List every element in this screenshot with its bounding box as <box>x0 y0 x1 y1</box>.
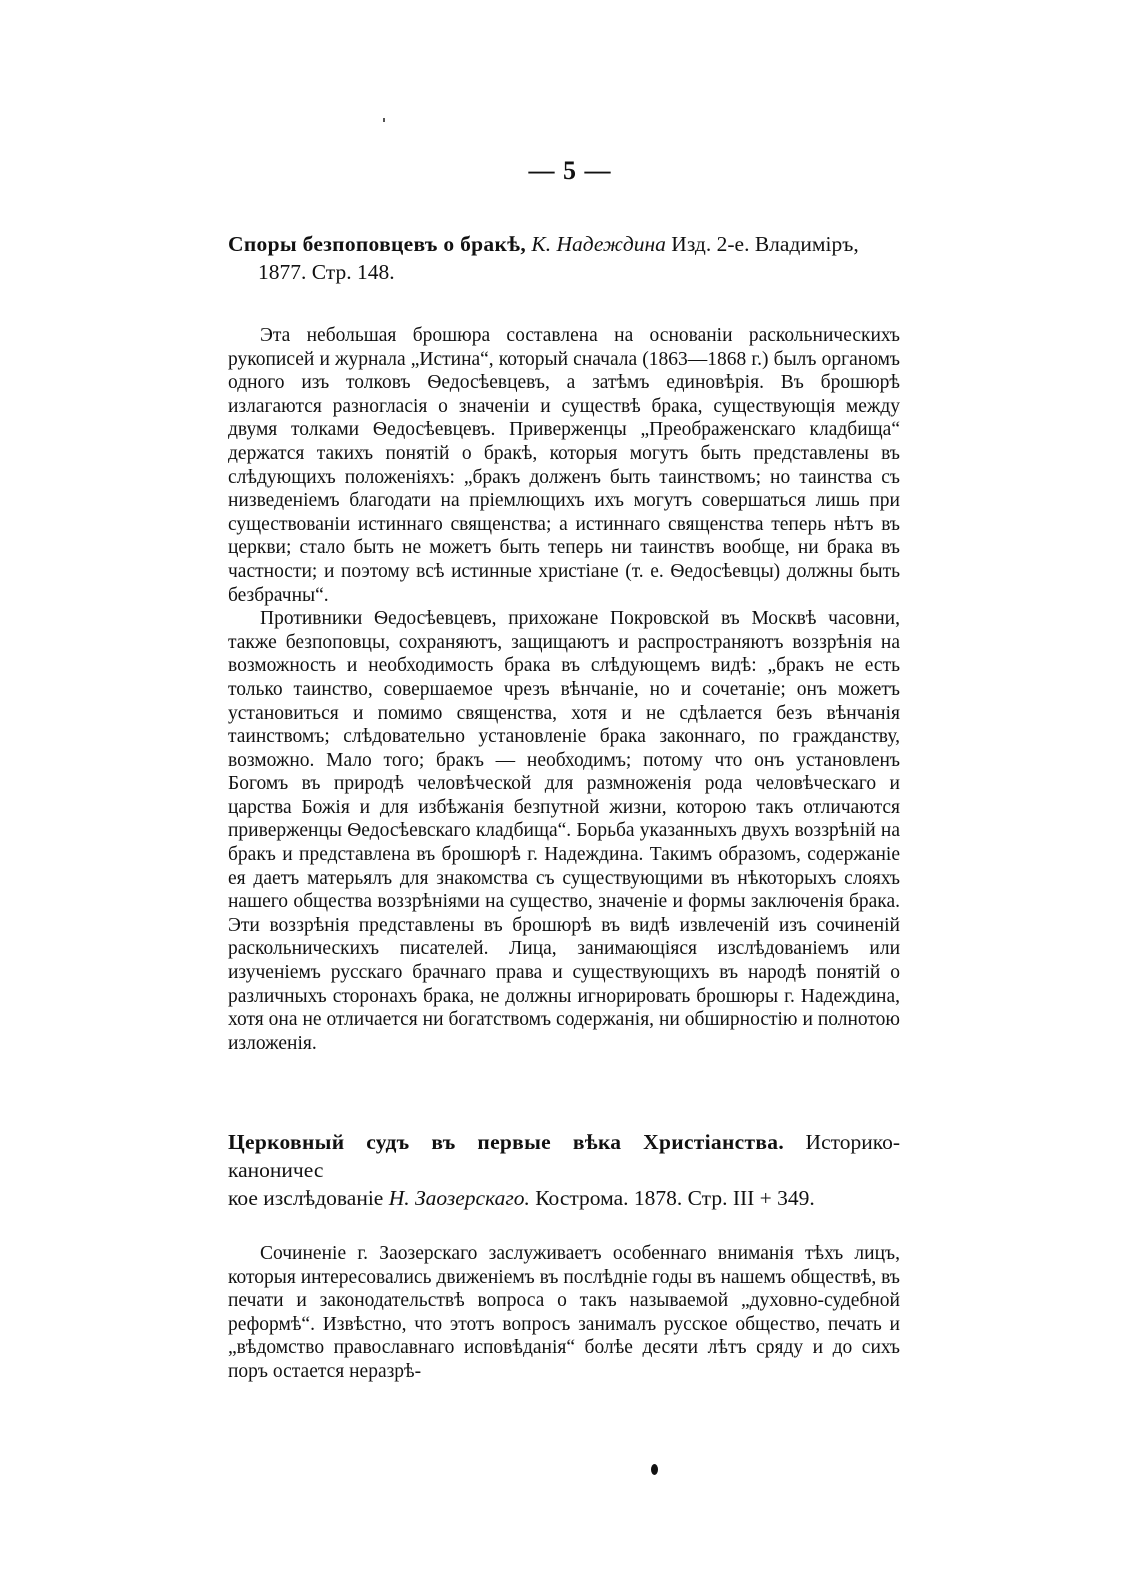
entry-body <box>228 1242 900 1384</box>
entry-details: Историко-каноничес <box>228 1130 900 1182</box>
entry-body <box>228 324 900 1055</box>
stray-dot <box>383 118 385 122</box>
paragraph: Эта небольшая брошюра составлена на основаніи раскольническихъ рукописей и журнала „Истина“, который сначала (1863—1868 г.) былъ органомъ одного изъ толковъ Ѳедосѣевцевъ, а затѣмъ единовѣрія. Въ брошюрѣ излагаются разногласія о значеніи и существѣ брака, существующія между двумя толками Ѳедосѣевцевъ. Приверженцы „Преображенскаго кладбища“ держатся такихъ понятій о бракѣ, которыя могутъ быть представлены въ слѣдующихъ положеніяхъ: „бракъ долженъ быть таинствомъ; но таинства съ низведеніемъ благодати на пріемлющихъ ихъ могутъ совершаться лишь при существованіи истиннаго священства; а истиннаго священства теперь нѣтъ въ церкви; стало быть не можетъ быть теперь ни таинствъ вообще, ни брака въ частности; и поэтому всѣ истинные христіане (т. е. Ѳедосѣевцы) должны быть безбрачны“. <box>228 325 900 606</box>
entry-details-suffix: Кострома. 1878. Стр. III + 349. <box>535 1186 815 1210</box>
entry-author: К. Надеждина <box>531 232 666 256</box>
entry-details: Изд. 2-е. Владиміръ, <box>671 232 859 256</box>
entry-heading <box>228 230 900 286</box>
review-entry-2 <box>228 1128 900 1384</box>
entry-heading <box>228 1128 900 1212</box>
entry-title: Церковный судъ въ первые вѣка Христіанства. <box>228 1130 785 1154</box>
entry-title: Споры безпоповцевъ о бракѣ, <box>228 232 527 256</box>
stray-ink-mark <box>651 1464 658 1475</box>
paragraph: Противники Ѳедосѣевцевъ, прихожане Покровской въ Москвѣ часовни, также безпоповцы, сохраняютъ, защищаютъ и распространяютъ воззрѣнія на возможность и необходимость брака въ слѣдующемъ видѣ: „бракъ не есть только таинство, совершаемое чрезъ вѣнчаніе, но и сочетаніе; онъ можетъ установиться и помимо священства, хотя и не сдѣлается безъ вѣнчанія таинствомъ; слѣдовательно установленіе брака законнаго, по гражданству, возможно. Мало того; бракъ — необходимъ; потому что онъ установленъ Богомъ въ природѣ человѣческой для размноженія рода человѣческаго и царства Божія и для избѣжанія безпутной жизни, которою такъ отличаются приверженцы Ѳедосѣевскаго кладбища“. Борьба указанныхъ двухъ воззрѣній на бракъ и представлена въ брошюрѣ г. Надеждина. Такимъ образомъ, содержаніе ея даетъ матерьялъ для знакомства съ существующими въ нѣкоторыхъ слояхъ нашего общества воззрѣніями на существо, значеніе и формы заключенія брака. Эти воззрѣнія представлены въ брошюрѣ въ видѣ извлеченій изъ сочиненій раскольническихъ писателей. Лица, занимающіяся изслѣдованіемъ или изученіемъ русскаго брачнаго права и существующихъ въ народѣ понятій о различныхъ сторонахъ брака, не должны игнорировать брошюры г. Надеждина, хотя она не отличается ни богатствомъ содержанія, ни обширностію и полнотою изложенія. <box>228 608 900 1054</box>
entry-author: Н. Заозерскаго. <box>388 1186 530 1210</box>
review-entry-1 <box>228 230 900 1055</box>
entry-details-cont <box>228 1184 900 1212</box>
paragraph: Сочиненіе г. Заозерскаго заслуживаетъ особеннаго вниманія тѣхъ лицъ, которыя интересовались движеніемъ въ послѣдніе годы въ нашемъ обществѣ, въ печати и законодательствѣ вопроса о такъ называемой „духовно-судебной реформѣ“. Извѣстно, что этотъ вопросъ занималъ русское общество, печать и „вѣдомство православнаго исповѣданія“ болѣе десяти лѣтъ сряду и до сихъ поръ остается неразрѣ- <box>228 1243 900 1382</box>
entry-details-prefix: кое изслѣдованіе <box>228 1186 384 1210</box>
page-number: — 5 — <box>528 156 612 185</box>
entry-details-cont: 1877. Стр. 148. <box>258 260 395 284</box>
